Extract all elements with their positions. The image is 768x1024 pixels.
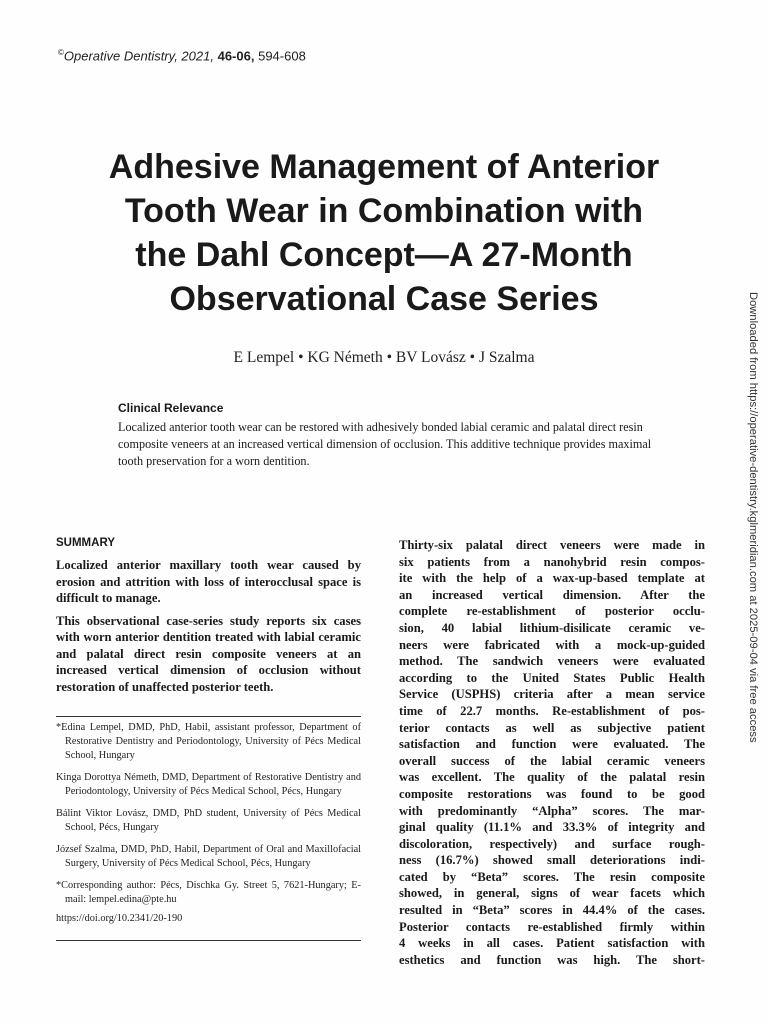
author-list: E Lempel • KG Németh • BV Lovász • J Szalma	[233, 349, 535, 366]
summary-line: was excellent. The quality of the palatal resin	[399, 770, 705, 785]
summary-line: esthetics and function was high. The short-	[399, 952, 705, 967]
title-line: Adhesive Management of Anterior	[108, 148, 660, 186]
journal-volume: 46-06,	[217, 48, 255, 64]
footnote: Kinga Dorottya Németh, DMD, Department of Restorative Dentistry and Periodontology, University of Pécs Medical School, Pécs, Hungary	[56, 772, 361, 797]
clinical-relevance-heading: Clinical Relevance	[118, 401, 224, 415]
summary-line: Service (USPHS) criteria after a mean service	[399, 687, 705, 702]
footnote: *Edina Lempel, DMD, PhD, Habil, assistant professor, Department of Restorative Dentistry and Periodontology, University of Pécs Medical School, Hungary	[56, 722, 361, 761]
journal-name: Operative Dentistry, 2021,	[63, 48, 214, 64]
summary-line: overall success of the labial ceramic veneers	[399, 753, 705, 768]
summary-line: composite restorations was found to be good	[399, 786, 705, 801]
summary-line: complete re-establishment of posterior occlu-	[399, 604, 705, 619]
summary-line: Posterior contacts re-established firmly within	[399, 919, 705, 934]
summary-line: ginal quality (11.1% and 33.3% of integrity and	[399, 820, 705, 835]
summary-line: according to the United States Public Health	[399, 670, 705, 685]
summary-line: an increased vertical dimension. After the	[399, 587, 705, 602]
summary-line: six patients from a nanohybrid resin compos-	[399, 554, 705, 569]
journal-citation	[58, 48, 306, 63]
summary-paragraph: Localized anterior maxillary tooth wear caused by erosion and attrition with loss of interocclusal space is difficult to manage.	[56, 558, 361, 605]
summary-line: showed, in general, signs of wear facets which	[399, 886, 705, 901]
summary-line: discoloration, respectively) and surface rough-	[399, 836, 705, 851]
summary-heading: SUMMARY	[56, 537, 115, 549]
footnote-bottom-divider	[56, 940, 361, 941]
author-footnotes	[56, 721, 361, 934]
summary-line: cated by “Beta” scores. The resin composite	[399, 869, 705, 884]
doi-link[interactable]: https://doi.org/10.2341/20-190	[56, 913, 183, 924]
article-title	[40, 145, 728, 321]
title-line: Observational Case Series	[169, 280, 599, 318]
summary-line: time of 22.7 months. Re-establishment of pos-	[399, 703, 705, 718]
summary-left-column	[56, 557, 361, 701]
summary-paragraph: This observational case-series study reports six cases with worn anterior dentition treated with labial ceramic and palatal direct resin composite veneers at an increased vertical dimension of occlusion without restoration of unaffected posterior teeth.	[56, 613, 361, 694]
footnote: *Corresponding author: Pécs, Dischka Gy. Street 5, 7621-Hungary; E-mail: lempel.edina@pte.hu	[56, 880, 361, 905]
summary-line: satisfaction and function were evaluated. The	[399, 737, 705, 752]
footnote-divider	[56, 716, 361, 717]
summary-line: Thirty-six palatal direct veneers were made in	[399, 538, 705, 552]
summary-line: resulted in “Beta” scores in 44.4% of the cases.	[399, 903, 705, 918]
title-line: Tooth Wear in Combination with	[124, 192, 644, 230]
summary-line: ness (16.7%) showed small deteriorations indi-	[399, 853, 705, 868]
clinical-relevance-box	[118, 401, 653, 470]
summary-line: ite with the help of a wax-up-based template at	[399, 571, 705, 586]
copyright-symbol: ©	[58, 48, 64, 57]
footnote: Bálint Viktor Lovász, DMD, PhD student, University of Pécs Medical School, Pécs, Hungary	[56, 808, 361, 833]
footnote: József Szalma, DMD, PhD, Habil, Department of Oral and Maxillofacial Surgery, University of Pécs Medical School, Pécs, Hungary	[56, 844, 361, 869]
summary-line: terior contacts as well as subjective patient	[399, 720, 705, 735]
clinical-relevance-text: Localized anterior tooth wear can be restored with adhesively bonded labial ceramic and palatal direct resin composite veneers at an increased vertical dimension of occlusion. This additive technique provides maximal tooth preservation for a worn dentition.	[118, 420, 652, 468]
summary-right-column	[399, 537, 705, 968]
download-watermark	[742, 292, 762, 762]
summary-line: with predominantly “Alpha” scores. The mar-	[399, 803, 705, 818]
summary-line: 4 weeks in all cases. Patient satisfaction with	[399, 936, 705, 951]
summary-line: sion, 40 labial lithium-disilicate ceramic ve-	[399, 620, 705, 635]
journal-pages: 594-608	[258, 48, 306, 64]
summary-line: neers were fabricated with a mock-up-guided	[399, 637, 705, 652]
summary-line: method. The sandwich veneers were evaluated	[399, 654, 705, 669]
download-watermark-text: Downloaded from https://operative-dentistry.kglmeridian.com at 2025-09-04 via free access	[747, 292, 759, 743]
title-line: the Dahl Concept—A 27-Month	[135, 236, 633, 274]
